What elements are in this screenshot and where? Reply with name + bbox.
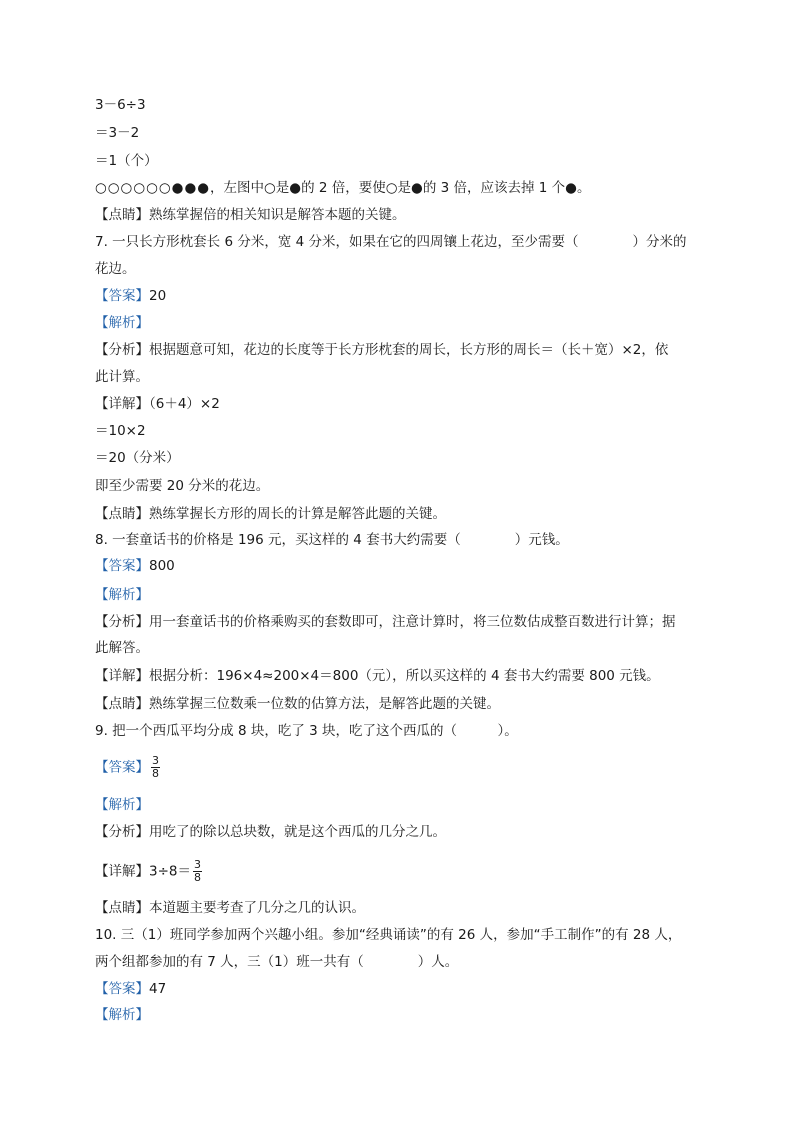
xiangjie-tag: 【详解】 [95, 668, 149, 684]
jiexi-tag-q10: 【解析】 [95, 1007, 149, 1023]
fenxi-tag: 【分析】 [95, 614, 149, 630]
dianjing-tag: 【点睛】 [95, 900, 149, 916]
dianjing-text: 熟练掌握倍的相关知识是解答本题的关键。 [149, 207, 406, 223]
fraction-denominator: 8 [152, 767, 159, 780]
xiangjie-tag: 【详解】 [95, 396, 149, 412]
xiangjie-line-q7 [95, 394, 220, 414]
dianjing-text: 熟练掌握长方形的周长的计算是解答此题的关键。 [149, 506, 446, 522]
question-7-text: 7. 一只长方形枕套长 6 分米，宽 4 分米，如果在它的四周镶上花边，至少需要（ ）分米的 [95, 234, 687, 250]
dianjing-line-q6 [95, 205, 406, 225]
answer-value: 47 [149, 981, 167, 997]
xiangjie-fraction [193, 859, 202, 884]
fenxi-text: 用吃了的除以总块数，就是这个西瓜的几分之几。 [149, 824, 446, 840]
fenxi-line-q7 [95, 340, 668, 360]
answer-line-q8 [95, 556, 175, 576]
xiangjie-text: 根据分析：196×4≈200×4＝800（元），所以买这样的 4 套书大约需要 800 元钱。 [149, 668, 660, 684]
dianjing-line-q9 [95, 898, 365, 918]
calc-line-2: ＝3－2 [95, 125, 140, 141]
fraction-numerator: 3 [194, 858, 201, 871]
xiangjie-line-q8 [95, 666, 660, 686]
xiangjie-step-4: 即至少需要 20 分米的花边。 [95, 478, 270, 494]
answer-fraction [151, 755, 160, 780]
fenxi-text: 根据题意可知，花边的长度等于长方形枕套的周长，长方形的周长＝（长＋宽）×2，依 [149, 342, 669, 358]
fenxi-tag: 【分析】 [95, 342, 149, 358]
dianjing-tag: 【点睛】 [95, 696, 149, 712]
fenxi-line-q8-cont: 此解答。 [95, 640, 149, 656]
question-10-text-cont: 两个组都参加的有 7 人，三（1）班一共有（ ）人。 [95, 954, 459, 970]
dianjing-tag: 【点睛】 [95, 207, 149, 223]
fenxi-text: 用一套童话书的价格乘购买的套数即可，注意计算时，将三位数估成整百数进行计算；据 [149, 614, 676, 630]
fraction-denominator: 8 [194, 871, 201, 884]
answer-value: 800 [149, 558, 175, 574]
circles-figure: ○○○○○○●●● [95, 180, 211, 196]
question-10-text: 10. 三（1）班同学参加两个兴趣小组。参加“经典诵读”的有 26 人，参加“手工制作”的有 28 人， [95, 927, 682, 943]
answer-tag: 【答案】 [95, 558, 149, 574]
xiangjie-step-2: ＝10×2 [95, 423, 146, 439]
xiangjie-step-3: ＝20（分米） [95, 450, 180, 466]
dianjing-text: 熟练掌握三位数乘一位数的估算方法，是解答此题的关键。 [149, 696, 500, 712]
jiexi-tag-q8: 【解析】 [95, 587, 149, 603]
answer-tag: 【答案】 [95, 981, 149, 997]
dianjing-line-q8 [95, 694, 500, 714]
question-7-text-cont: 花边。 [95, 261, 136, 277]
question-8-text: 8. 一套童话书的价格是 196 元，买这样的 4 套书大约需要（ ）元钱。 [95, 532, 569, 548]
calc-line-3: ＝1（个） [95, 153, 158, 169]
xiangjie-text: （6＋4）×2 [149, 396, 220, 412]
jiexi-tag-q9: 【解析】 [95, 797, 149, 813]
answer-tag: 【答案】 [95, 288, 149, 304]
answer-line-q9 [95, 755, 162, 780]
circles-line [95, 178, 590, 198]
answer-tag: 【答案】 [95, 759, 149, 776]
xiangjie-line-q9 [95, 859, 204, 884]
fenxi-line-q7-cont: 此计算。 [95, 369, 149, 385]
dianjing-line-q7 [95, 504, 446, 524]
answer-value: 20 [149, 288, 167, 304]
dianjing-text: 本道题主要考查了几分之几的认识。 [149, 900, 365, 916]
fraction-numerator: 3 [152, 754, 159, 767]
answer-line-q7 [95, 286, 166, 306]
fenxi-line-q8 [95, 612, 676, 632]
jiexi-tag-q7: 【解析】 [95, 315, 149, 331]
answer-line-q10 [95, 979, 166, 999]
question-9-text: 9. 把一个西瓜平均分成 8 块，吃了 3 块，吃了这个西瓜的（ ）。 [95, 723, 518, 739]
xiangjie-expression: 3÷8＝ [149, 863, 191, 880]
xiangjie-tag: 【详解】 [95, 863, 149, 880]
fenxi-tag: 【分析】 [95, 824, 149, 840]
dianjing-tag: 【点睛】 [95, 506, 149, 522]
calc-line-1: 3－6÷3 [95, 97, 146, 113]
fenxi-line-q9 [95, 822, 446, 842]
circles-explanation: ，左图中○是●的 2 倍，要使○是●的 3 倍，应该去掉 1 个●。 [210, 180, 591, 196]
